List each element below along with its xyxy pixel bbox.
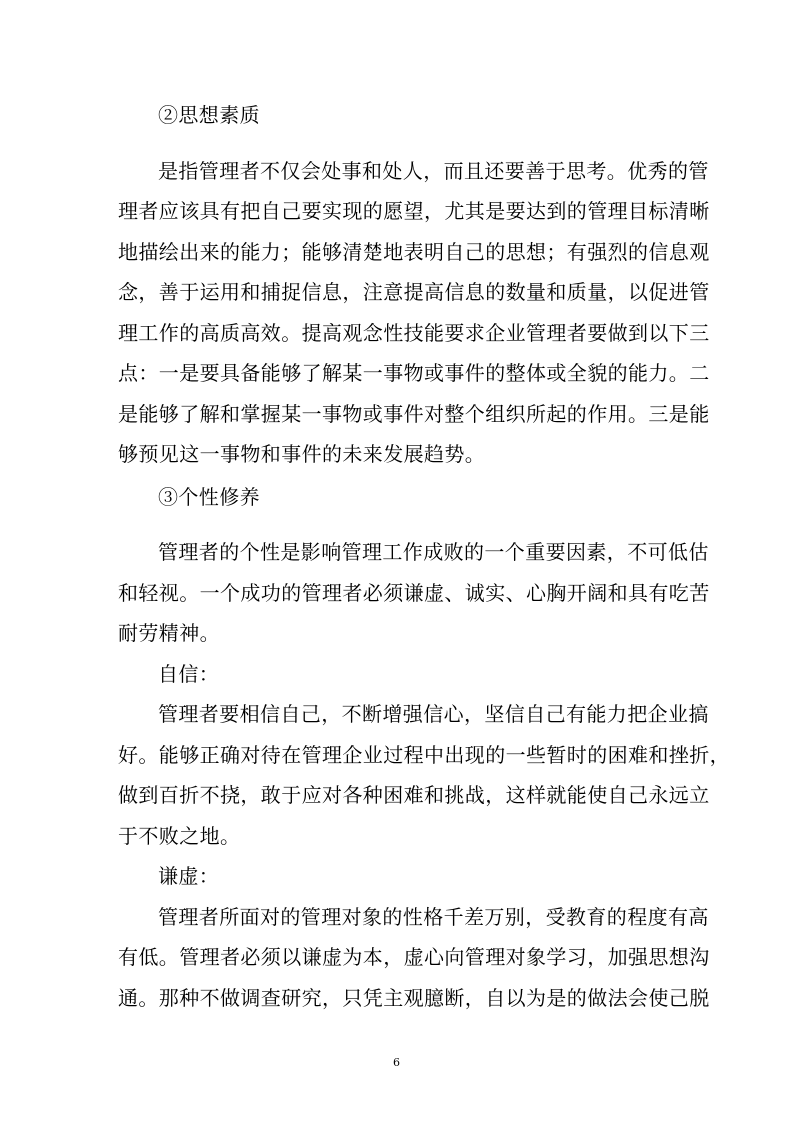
text-line: 是指管理者不仅会处事和处人，而且还要善于思考。优秀的管 xyxy=(158,158,709,183)
section-heading-thinking-quality: ②思想素质 xyxy=(158,103,260,127)
section-heading-confidence: 自信： xyxy=(158,661,220,686)
text-line: 通。那种不做调查研究，只凭主观臆断，自以为是的做法会使己脱 xyxy=(118,985,710,1010)
text-line: 够预见这一事物和事件的未来发展趋势。 xyxy=(118,442,486,466)
text-line: 做到百折不挠，敢于应对各种困难和挑战，这样就能使自己永远立 xyxy=(118,783,710,807)
text-line: 理者应该具有把自己要实现的愿望，尤其是要达到的管理目标清晰 xyxy=(118,199,710,223)
paragraph-confidence xyxy=(118,696,730,854)
text-line: 管理者所面对的管理对象的性格千差万别，受教育的程度有高 xyxy=(158,904,709,929)
section-heading-personality: ③个性修养 xyxy=(158,484,260,509)
paragraph-thinking-quality xyxy=(118,153,710,473)
page-body xyxy=(118,97,730,1016)
text-line: 有低。管理者必须以谦虚为本，虚心向管理对象学习，加强思想沟 xyxy=(118,945,710,969)
section-heading-modesty: 谦虚： xyxy=(158,864,220,888)
text-line: 于不败之地。 xyxy=(118,823,241,848)
paragraph-modesty xyxy=(118,899,710,1017)
paragraph-personality xyxy=(118,534,710,652)
text-line: 管理者的个性是影响管理工作成败的一个重要因素，不可低估 xyxy=(158,540,709,564)
text-line: 好。能够正确对待在管理企业过程中出现的一些暂时的困难和挫折， xyxy=(118,742,730,767)
text-line: 耐劳精神。 xyxy=(118,621,220,645)
text-line: 和轻视。一个成功的管理者必须谦虚、诚实、心胸开阔和具有吃苦 xyxy=(118,580,710,605)
text-line: 念，善于运用和捕捉信息，注意提高信息的数量和质量，以促进管 xyxy=(118,280,710,304)
text-line: 管理者要相信自己，不断增强信心，坚信自己有能力把企业搞 xyxy=(158,702,709,726)
text-line: 理工作的高质高效。提高观念性技能要求企业管理者要做到以下三 xyxy=(118,320,710,345)
text-line: 点：一是要具备能够了解某一事物或事件的整体或全貌的能力。二 xyxy=(118,361,710,385)
text-line: 是能够了解和掌握某一事物或事件对整个组织所起的作用。三是能 xyxy=(118,401,710,426)
text-line: 地描绘出来的能力；能够清楚地表明自己的思想；有强烈的信息观 xyxy=(118,239,710,264)
page-number: 6 xyxy=(393,1056,400,1069)
